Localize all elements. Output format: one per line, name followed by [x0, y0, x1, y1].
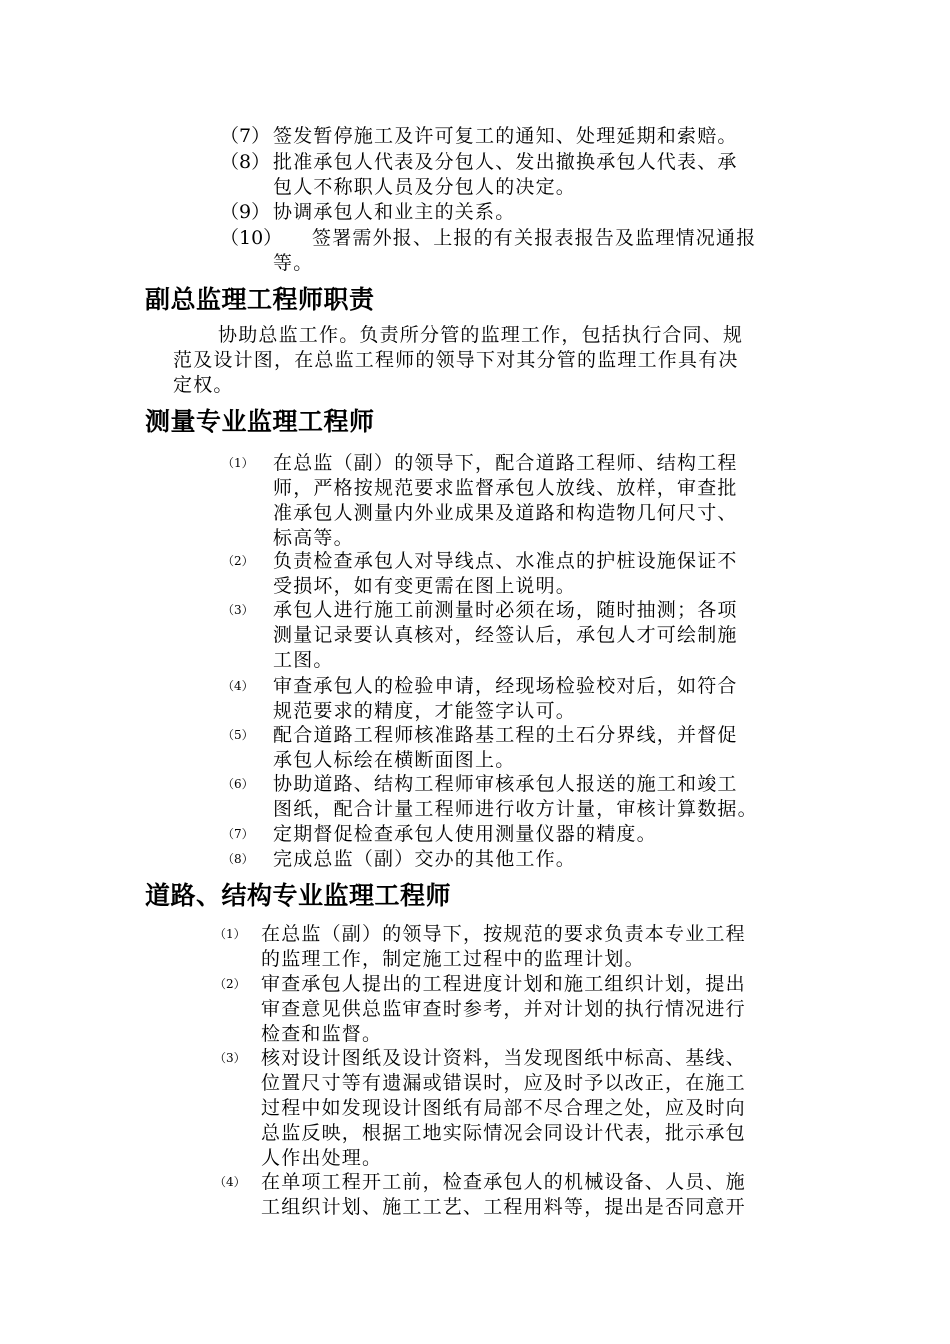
- item-number: （9）: [220, 201, 271, 223]
- item-text: 在总监（副）的领导下，按规范的要求负责本专业工程: [261, 923, 746, 945]
- item-text: 核对设计图纸及设计资料，当发现图纸中标高、基线、: [261, 1047, 746, 1069]
- item-text: 等。: [273, 252, 314, 274]
- item-text: 负责检查承包人对导线点、水准点的护桩设施保证不: [273, 550, 738, 572]
- item-text: 配合道路工程师核准路基工程的土石分界线，并督促: [273, 724, 738, 746]
- item-text: 签署需外报、上报的有关报表报告及监理情况通报: [312, 227, 757, 249]
- item-number: （5）: [222, 728, 254, 742]
- item-text: 协助道路、结构工程师审核承包人报送的施工和竣工: [273, 773, 738, 795]
- item-text: 过程中如发现设计图纸有局部不尽合理之处，应及时向: [261, 1097, 746, 1119]
- item-number: （3）: [214, 1051, 246, 1065]
- paragraph-line: 定权。: [173, 374, 234, 396]
- item-number: （1）: [214, 927, 246, 941]
- item-text: 承包人标绘在横断面图上。: [273, 749, 516, 771]
- item-text: 批准承包人代表及分包人、发出撤换承包人代表、承: [273, 151, 738, 173]
- item-text: 签发暂停施工及许可复工的通知、处理延期和索赔。: [273, 125, 738, 147]
- item-text: 包人不称职人员及分包人的决定。: [273, 176, 577, 198]
- item-text: 在单项工程开工前，检查承包人的机械设备、人员、施: [261, 1171, 746, 1193]
- item-text: 审查承包人提出的工程进度计划和施工组织计划，提出: [261, 973, 746, 995]
- item-number: （8）: [220, 151, 271, 173]
- item-text: 人作出处理。: [261, 1147, 383, 1169]
- item-text: 工图。: [273, 649, 334, 671]
- item-text: 准承包人测量内外业成果及道路和构造物几何尺寸、: [273, 502, 738, 524]
- item-text: 位置尺寸等有遗漏或错误时，应及时予以改正，在施工: [261, 1072, 746, 1094]
- paragraph-line: 范及设计图，在总监工程师的领导下对其分管的监理工作具有决: [173, 349, 739, 371]
- item-text: 的监理工作，制定施工过程中的监理计划。: [261, 948, 645, 970]
- item-text: 工组织计划、施工工艺、工程用料等，提出是否同意开: [261, 1196, 746, 1218]
- item-number: （4）: [214, 1175, 246, 1189]
- item-text: 标高等。: [273, 527, 354, 549]
- item-text: 总监反映，根据工地实际情况会同设计代表，批示承包: [261, 1122, 746, 1144]
- item-text: 规范要求的精度，才能签字认可。: [273, 700, 577, 722]
- item-text: 承包人进行施工前测量时必须在场，随时抽测；各项: [273, 599, 738, 621]
- item-text: 审查意见供总监审查时参考，并对计划的执行情况进行: [261, 998, 746, 1020]
- section-heading-deputy: 副总监理工程师职责: [145, 285, 375, 314]
- item-number: （1）: [222, 456, 254, 470]
- item-text: 审查承包人的检验申请，经现场检验校对后，如符合: [273, 675, 738, 697]
- item-number: （3）: [222, 603, 254, 617]
- item-text: 完成总监（副）交办的其他工作。: [273, 848, 577, 870]
- item-text: 检查和监督。: [261, 1023, 383, 1045]
- item-number: （10）: [220, 227, 283, 249]
- item-number: （4）: [222, 679, 254, 693]
- item-text: 定期督促检查承包人使用测量仪器的精度。: [273, 823, 657, 845]
- item-number: （2）: [214, 977, 246, 991]
- item-number: （8）: [222, 852, 254, 866]
- item-number: （7）: [220, 125, 271, 147]
- item-number: （7）: [222, 827, 254, 841]
- paragraph-line: 协助总监工作。负责所分管的监理工作，包括执行合同、规: [218, 324, 744, 346]
- item-text: 协调承包人和业主的关系。: [273, 201, 516, 223]
- item-text: 受损坏，如有变更需在图上说明。: [273, 575, 577, 597]
- section-heading-road: 道路、结构专业监理工程师: [145, 881, 452, 910]
- item-text: 图纸，配合计量工程师进行收方计量，审核计算数据。: [273, 798, 758, 820]
- item-number: （2）: [222, 554, 254, 568]
- item-number: （6）: [222, 777, 254, 791]
- item-text: 测量记录要认真核对，经签认后，承包人才可绘制施: [273, 624, 738, 646]
- section-heading-survey: 测量专业监理工程师: [145, 407, 375, 436]
- item-text: 师，严格按规范要求监督承包人放线、放样，审查批: [273, 477, 738, 499]
- item-text: 在总监（副）的领导下，配合道路工程师、结构工程: [273, 452, 738, 474]
